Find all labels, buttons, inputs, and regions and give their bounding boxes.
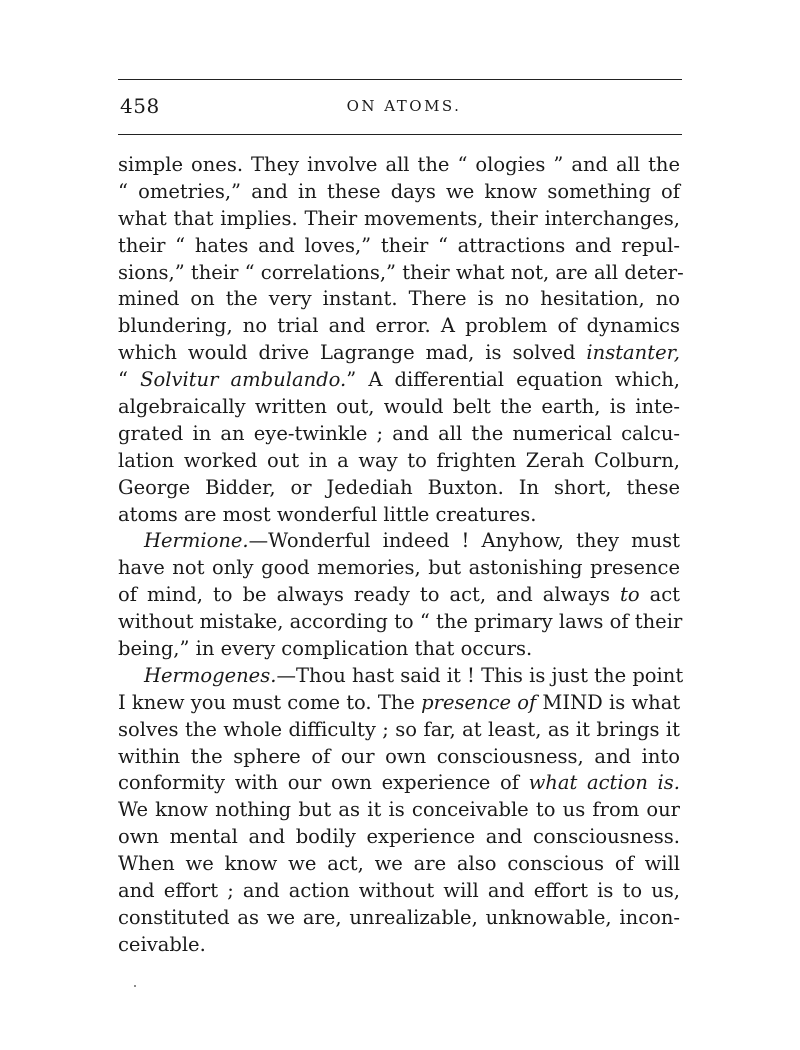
text-line: algebraically written out, would belt the earth, is inte-	[118, 395, 680, 419]
running-head: ON ATOMS.	[346, 97, 462, 115]
text-line	[118, 340, 680, 367]
speaker-name: Hermogenes.	[144, 663, 277, 687]
header-top-rule	[118, 79, 682, 80]
italic-phrase: what action is.	[528, 771, 680, 795]
text-line: constituted as we are, unrealizable, unknowable, incon-	[118, 905, 680, 929]
text-span: —Thou hast said it ! This is just the point	[276, 663, 684, 687]
text-line: solves the whole difficulty ; so far, at least, as it brings it	[118, 717, 680, 741]
text-line	[118, 582, 680, 609]
text-line	[118, 367, 680, 394]
text-line: their “ hates and loves,” their “ attractions and repul-	[118, 233, 680, 257]
text-line: mined on the very instant. There is no hesitation, no	[118, 287, 680, 311]
paragraph-hermione-line	[118, 528, 680, 555]
text-line: without mistake, according to “ the primary laws of their	[118, 610, 683, 634]
text-span: which would drive Lagrange mad, is solved	[118, 341, 576, 365]
text-line: ceivable.	[118, 932, 206, 956]
text-span: ” A differential equation which,	[346, 368, 680, 392]
italic-word: instanter,	[586, 341, 680, 365]
text-line: own mental and bodily experience and consciousness.	[118, 825, 680, 849]
text-line: blundering, no trial and error. A problem of dynamics	[118, 314, 680, 338]
text-line: what that implies. Their movements, their interchanges,	[118, 206, 680, 230]
text-line: atoms are most wonderful little creatures.	[118, 502, 537, 526]
text-line: have not only good memories, but astonishing presence	[118, 556, 680, 580]
text-line: “ ometries,” and in these days we know something of	[118, 179, 680, 203]
text-span: is what	[609, 690, 681, 714]
text-line	[118, 770, 680, 797]
body-text	[118, 152, 684, 959]
text-line: sions,” their “ correlations,” their what not, are all deter-	[118, 260, 684, 284]
text-line	[118, 690, 680, 717]
text-span: act	[649, 583, 680, 607]
smallcaps-word: MIND	[542, 690, 603, 714]
print-speck	[134, 985, 136, 987]
speaker-name: Hermione.	[144, 529, 249, 553]
text-line: lation worked out in a way to frighten Zerah Colburn,	[118, 448, 680, 472]
text-span: I knew you must come to. The	[118, 690, 415, 714]
header-bottom-rule	[118, 134, 682, 135]
text-line: grated in an eye-twinkle ; and all the numerical calcu-	[118, 421, 680, 445]
paragraph-hermogenes-line	[118, 663, 684, 690]
text-line: We know nothing but as it is conceivable to us from our	[118, 798, 680, 822]
text-span: conformity with our own experience of	[118, 771, 519, 795]
text-line: being,” in every complication that occurs.	[118, 637, 533, 661]
italic-word: to	[620, 583, 640, 607]
open-quote: “	[118, 368, 128, 392]
text-line: George Bidder, or Jedediah Buxton. In short, these	[118, 475, 680, 499]
italic-phrase: Solvitur ambulando.	[140, 368, 347, 392]
text-line: within the sphere of our own consciousness, and into	[118, 744, 680, 768]
text-line: simple ones. They involve all the “ ologies ” and all the	[118, 153, 680, 176]
text-span: of mind, to be always ready to act, and always	[118, 583, 610, 607]
text-line: and effort ; and action without will and effort is to us,	[118, 879, 680, 903]
italic-phrase: presence of	[421, 690, 537, 714]
text-line: When we know we act, we are also conscious of will	[118, 852, 680, 876]
page-number: 458	[120, 94, 160, 118]
text-span: —Wonderful indeed ! Anyhow, they must	[248, 529, 680, 553]
